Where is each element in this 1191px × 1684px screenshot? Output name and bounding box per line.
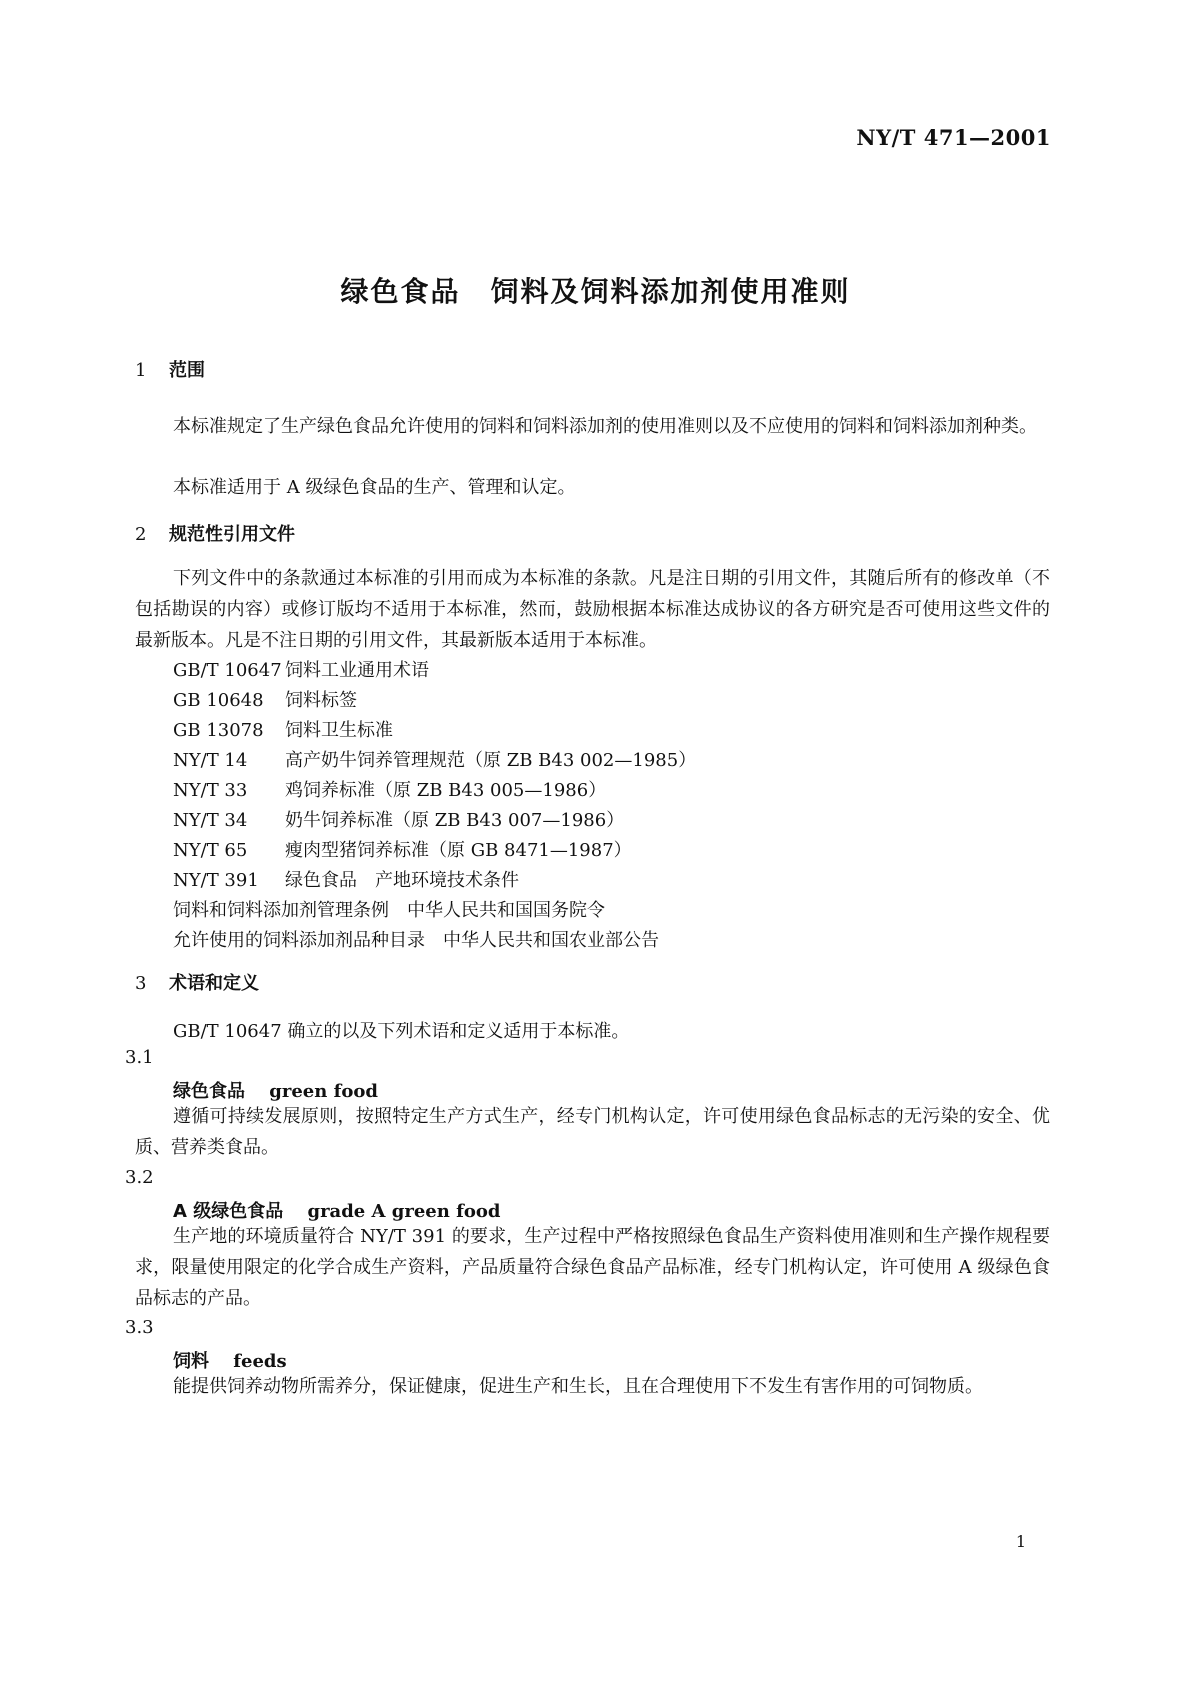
term-heading: [173, 1347, 287, 1373]
reference-item: [173, 686, 357, 712]
reference-code: GB/T 10647: [173, 660, 282, 681]
section-3-title: 术语和定义: [169, 973, 259, 994]
section-2-title: 规范性引用文件: [169, 524, 295, 545]
section-1-number: 1: [135, 360, 147, 381]
term-chinese: 饲料: [173, 1351, 209, 1372]
reference-name: 绿色食品 产地环境技术条件: [285, 870, 519, 891]
reference-name: 鸡饲养标准（原 ZB B43 005—1986）: [285, 780, 607, 801]
reference-name: 瘦肉型猪饲养标准（原 GB 8471—1987）: [285, 840, 632, 861]
term-english: grade A green food: [307, 1201, 501, 1222]
term-number: 3.3: [125, 1317, 154, 1338]
term-number: 3.1: [125, 1047, 154, 1068]
term-english: green food: [269, 1081, 378, 1102]
reference-item: [173, 716, 393, 742]
standard-code: NY/T 471—2001: [856, 125, 1051, 150]
reference-code: GB 10648: [173, 690, 264, 711]
document-title: 绿色食品 饲料及饲料添加剂使用准则: [340, 275, 851, 308]
section-3-intro: GB/T 10647 确立的以及下列术语和定义适用于本标准。: [173, 1021, 630, 1042]
reference-code: NY/T 14: [173, 750, 248, 771]
page-number: 1: [1015, 1532, 1026, 1551]
reference-item: [173, 836, 632, 862]
reference-code: NY/T 65: [173, 840, 248, 861]
section-2-intro: 下列文件中的条款通过本标准的引用而成为本标准的条款。凡是注日期的引用文件，其随后所有的修改单（不包括勘误的内容）或修订版均不适用于本标准，然而，鼓励根据本标准达成协议的各方研究是否可使用这些文件的最新版本。凡是不注日期的引用文件，其最新版本适用于本标准。: [135, 568, 1050, 651]
reference-code: GB 13078: [173, 720, 264, 741]
reference-name: 奶牛饲养标准（原 ZB B43 007—1986）: [285, 810, 625, 831]
section-1-heading: [135, 356, 205, 382]
section-1-title: 范围: [169, 360, 205, 381]
reference-name: 饲料标签: [285, 690, 357, 711]
term-chinese: A 级绿色食品: [173, 1201, 284, 1222]
term-heading: [173, 1077, 378, 1103]
reference-name: 饲料卫生标准: [285, 720, 393, 741]
reference-item: [173, 746, 696, 772]
section-2-number: 2: [135, 524, 147, 545]
section-3-number: 3: [135, 973, 147, 994]
term-number: 3.2: [125, 1167, 154, 1188]
term-chinese: 绿色食品: [173, 1081, 245, 1102]
section-1-paragraph-2: 本标准适用于 A 级绿色食品的生产、管理和认定。: [173, 477, 576, 498]
reference-item: [173, 656, 429, 682]
section-2-heading: [135, 520, 295, 546]
reference-item: [173, 806, 624, 832]
section-1-paragraph-1: 本标准规定了生产绿色食品允许使用的饲料和饲料添加剂的使用准则以及不应使用的饲料和饲料添加剂种类。: [173, 416, 1037, 437]
regulation-item: 允许使用的饲料添加剂品种目录 中华人民共和国农业部公告: [173, 930, 659, 951]
reference-name: 饲料工业通用术语: [285, 660, 429, 681]
reference-item: [173, 776, 606, 802]
term-english: feeds: [233, 1351, 287, 1372]
term-heading: [173, 1197, 500, 1223]
reference-item: [173, 866, 519, 892]
term-definition: 遵循可持续发展原则，按照特定生产方式生产，经专门机构认定，许可使用绿色食品标志的无污染的安全、优质、营养类食品。: [135, 1106, 1050, 1158]
section-3-heading: [135, 969, 259, 995]
term-definition: 能提供饲养动物所需养分，保证健康，促进生产和生长，且在合理使用下不发生有害作用的可饲物质。: [173, 1376, 983, 1397]
reference-name: 高产奶牛饲养管理规范（原 ZB B43 002—1985）: [285, 750, 697, 771]
term-definition: 生产地的环境质量符合 NY/T 391 的要求，生产过程中严格按照绿色食品生产资料使用准则和生产操作规程要求，限量使用限定的化学合成生产资料，产品质量符合绿色食品产品标准，经专门机构认定，许可使用 A 级绿色食品标志的产品。: [135, 1226, 1050, 1309]
reference-code: NY/T 34: [173, 810, 248, 831]
reference-code: NY/T 391: [173, 870, 259, 891]
regulation-item: 饲料和饲料添加剂管理条例 中华人民共和国国务院令: [173, 900, 605, 921]
reference-code: NY/T 33: [173, 780, 248, 801]
